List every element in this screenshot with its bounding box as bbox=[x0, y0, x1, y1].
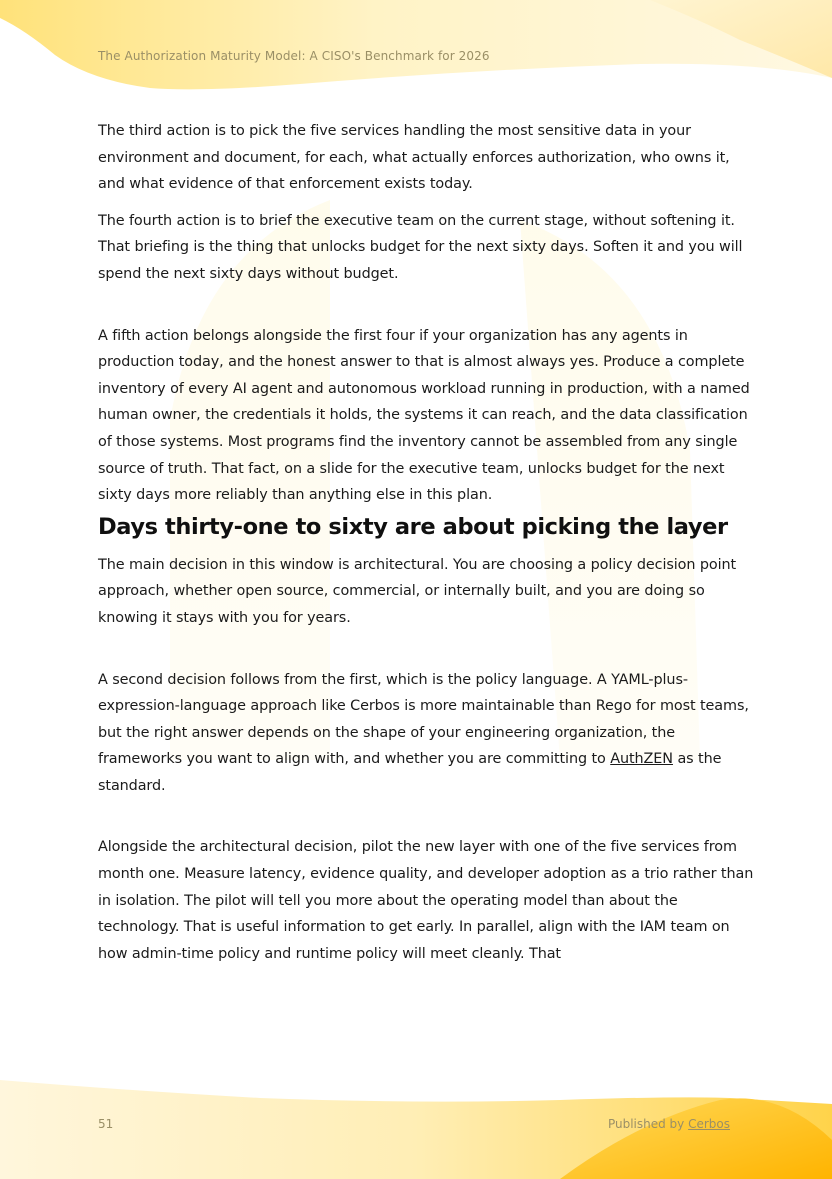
paragraph-text: as the standard. bbox=[98, 751, 722, 794]
section-heading: Days thirty-one to sixty are about picking the layer bbox=[98, 513, 728, 540]
authzen-link[interactable]: AuthZEN bbox=[610, 751, 673, 768]
publisher-credit bbox=[608, 1117, 730, 1131]
cerbos-link[interactable]: Cerbos bbox=[688, 1117, 730, 1131]
published-by-label: Published by bbox=[607, 1117, 685, 1131]
paragraph-second-decision bbox=[98, 667, 760, 800]
paragraph-text: A second decision follows from the first, which is the policy language. A YAML-plus-expression-language approach like Cerbos is more maintainable than Rego for most teams, but the right answer depends on the shape of your engineering organization, the frameworks you want to align with, and whether you are committing to bbox=[98, 671, 749, 768]
paragraph-pilot: Alongside the architectural decision, pilot the new layer with one of the five services from month one. Measure latency, evidence quality, and developer adoption as a trio rather than in isolation. The pilot will tell you more about the operating model than about the technology. That is useful information to get early. In parallel, align with the IAM team on how admin-time policy and runtime policy will meet cleanly. That bbox=[98, 839, 754, 962]
main-content bbox=[98, 118, 760, 967]
paragraph-main-decision: The main decision in this window is architectural. You are choosing a policy decision point approach, whether open source, commercial, or internally built, and you are doing so knowing it stays with you for years. bbox=[98, 556, 737, 626]
paragraph-fourth-action: The fourth action is to brief the executive team on the current stage, without softening it. That briefing is the thing that unlocks budget for the next sixty days. Soften it and you will spend the next sixty days without budget. bbox=[98, 212, 743, 282]
running-header: The Authorization Maturity Model: A CISO's Benchmark for 2026 bbox=[98, 49, 490, 63]
page-number: 51 bbox=[98, 1117, 114, 1131]
paragraph-third-action: The third action is to pick the five services handling the most sensitive data in your environment and document, for each, what actually enforces authorization, who owns it, and what evidence of that enforcement exists today. bbox=[98, 123, 730, 193]
paragraph-fifth-action: A fifth action belongs alongside the first four if your organization has any agents in production today, and the honest answer to that is almost always yes. Produce a complete inventory of every AI agent and autonomous workload running in production, with a named human owner, the credentials it holds, the systems it can reach, and the data classification of those systems. Most programs find the inventory cannot be assembled from any single source of truth. That fact, on a slide for the executive team, unlocks budget for the next sixty days more reliably than anything else in this plan. bbox=[98, 327, 750, 504]
